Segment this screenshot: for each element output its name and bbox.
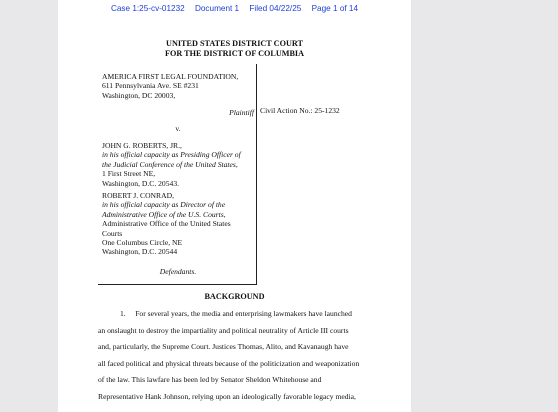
plaintiff-role: Plaintiff [229,108,254,117]
defendant1-address-line1: 1 First Street NE, [102,169,156,179]
defendant1-address-line2: Washington, D.C. 20543. [102,178,180,188]
paragraph-line: an onslaught to destroy the impartiality and political neutrality of Article III courts [98,325,349,335]
court-title [58,39,411,59]
defendant1-name: JOHN G. ROBERTS, JR., [102,141,182,150]
paragraph-line: Representative Hank Johnson, relying upon an ideologically favorable legacy media, [98,391,356,401]
defendant1-block [102,141,254,188]
section-heading: BACKGROUND [204,292,265,301]
defendant2-capacity-line1: in his official capacity as Director of the [102,200,226,210]
defendant2-office-line2: Courts [102,228,123,238]
defendant2-block [102,191,254,257]
plaintiff-address-line2: Washington, DC 20003, [102,90,176,100]
plaintiff-block [102,72,254,100]
defendants-label: Defendants. [159,267,197,276]
court-title-line2: FOR THE DISTRICT OF COLUMBIA [164,49,305,58]
paragraph-1 [98,306,372,406]
paragraph-line: and, particularly, the Supreme Court. Justices Thomas, Alito, and Kavanaugh have [98,342,349,352]
defendant2-address-line2: Washington, D.C. 20544 [102,247,178,257]
page-number: Page 1 of 14 [311,4,359,13]
filed-date: Filed 04/22/25 [249,4,302,13]
paragraph-number: 1. [120,309,126,318]
plaintiff-name: AMERICA FIRST LEGAL FOUNDATION, [102,72,239,81]
plaintiff-address-line1: 611 Pennsylvania Ave. SE #231 [102,81,199,91]
paragraph-line: all faced political and physical threats because of the politicization and weaponization [98,358,360,368]
court-title-line1: UNITED STATES DISTRICT COURT [166,39,303,48]
defendant1-capacity-line1: in his official capacity as Presiding Officer of [102,150,241,160]
paragraph-line: of the law. This lawfare has been led by Senator Sheldon Whitehouse and [98,375,322,385]
case-caption [98,64,257,285]
versus: v. [175,124,181,133]
document-page [58,0,411,412]
paragraph-line: 1. For several years, the media and enterprising lawmakers have launched [120,309,352,318]
case-number: Case 1:25-cv-01232 [110,4,185,13]
defendant2-office-line1: Administrative Office of the United States [102,219,231,229]
document-number: Document 1 [194,4,240,13]
defendant2-address-line1: One Columbus Circle, NE [102,238,183,248]
filing-header [58,4,411,13]
defendant2-name: ROBERT J. CONRAD, [102,191,174,200]
civil-action-number: Civil Action No.: 25-1232 [260,106,340,115]
defendant1-capacity-line2: the Judicial Conference of the United States, [102,159,238,169]
defendant2-capacity-line2: Administrative Office of the U.S. Courts, [102,209,226,219]
